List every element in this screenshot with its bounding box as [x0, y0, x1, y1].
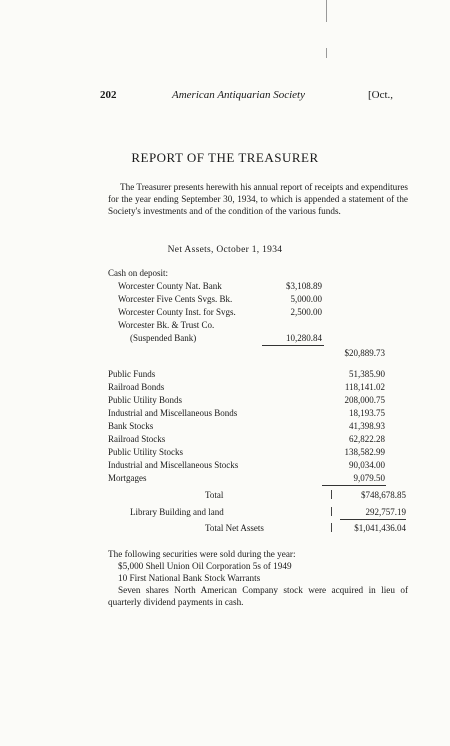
column-bar: [331, 507, 332, 516]
investment-name: Public Utility Stocks: [108, 447, 184, 457]
column-bar: [331, 490, 332, 499]
acquired-paragraph: [108, 585, 408, 608]
acquired-text: Seven shares North American Company stock were acquired in lieu of quarterly dividend payments in cash.: [108, 585, 408, 607]
library-value: 292,757.19: [365, 507, 406, 517]
investments-rule: [322, 485, 386, 486]
scan-mark: [326, 0, 327, 22]
cash-total: $20,889.73: [344, 348, 385, 358]
running-title: American Antiquarian Society: [172, 89, 305, 101]
sold-heading: The following securities were sold during the year:: [108, 549, 296, 559]
sold-item: 10 First National Bank Stock Warrants: [118, 573, 261, 583]
investment-value: 90,034.00: [349, 460, 385, 470]
total-value: $748,678.85: [361, 490, 406, 500]
running-date: [Oct.,: [368, 89, 394, 101]
cash-item-name: Worcester County Nat. Bank: [118, 281, 222, 291]
column-bar: [331, 523, 332, 532]
cash-item-value: 2,500.00: [290, 307, 322, 317]
grand-total-rule: [340, 519, 406, 520]
page-number: 202: [100, 89, 117, 101]
investment-value: 208,000.75: [344, 395, 385, 405]
net-assets-heading: Net Assets, October 1, 1934: [167, 245, 283, 255]
investment-name: Mortgages: [108, 473, 147, 483]
cash-item-value: 5,000.00: [290, 294, 322, 304]
total-label: Total: [205, 490, 224, 500]
scan-mark: [326, 48, 327, 58]
cash-item-value: $3,108.89: [286, 281, 322, 291]
investment-name: Bank Stocks: [108, 421, 154, 431]
investment-name: Industrial and Miscellaneous Stocks: [108, 460, 239, 470]
investment-value: 41,398.93: [349, 421, 385, 431]
page-title: REPORT OF THE TREASURER: [131, 150, 319, 165]
investment-value: 51,385.90: [349, 369, 385, 379]
investment-value: 138,582.99: [344, 447, 385, 457]
investment-value: 62,822.28: [349, 434, 385, 444]
net-total-value: $1,041,436.04: [354, 523, 406, 533]
investment-name: Public Funds: [108, 369, 156, 379]
sold-item: $5,000 Shell Union Oil Corporation 5s of 1949: [118, 561, 292, 571]
investment-value: 9,079.50: [353, 473, 385, 483]
intro-text: The Treasurer presents herewith his annual report of receipts and expenditures for the year ending September 30, 1934, to which is appended a statement of the Society's investments and of the condition of the various funds.: [108, 182, 408, 216]
library-label: Library Building and land: [130, 507, 224, 517]
cash-item-name: Worcester Five Cents Svgs. Bk.: [118, 294, 233, 304]
investment-value: 118,141.02: [344, 382, 385, 392]
investment-name: Public Utility Bonds: [108, 395, 183, 405]
investment-name: Railroad Stocks: [108, 434, 166, 444]
cash-item-name: Worcester Bk. & Trust Co.: [118, 320, 215, 330]
cash-item-name: Worcester County Inst. for Svgs.: [118, 307, 236, 317]
net-total-label: Total Net Assets: [205, 523, 264, 533]
cash-subtotal-rule: [262, 345, 324, 346]
cash-item-value: 10,280.84: [286, 333, 322, 343]
intro-paragraph: [108, 181, 408, 217]
investment-value: 18,193.75: [349, 408, 385, 418]
investment-name: Railroad Bonds: [108, 382, 165, 392]
cash-item-name: (Suspended Bank): [130, 333, 197, 343]
cash-label: Cash on deposit:: [108, 268, 168, 278]
investment-name: Industrial and Miscellaneous Bonds: [108, 408, 238, 418]
